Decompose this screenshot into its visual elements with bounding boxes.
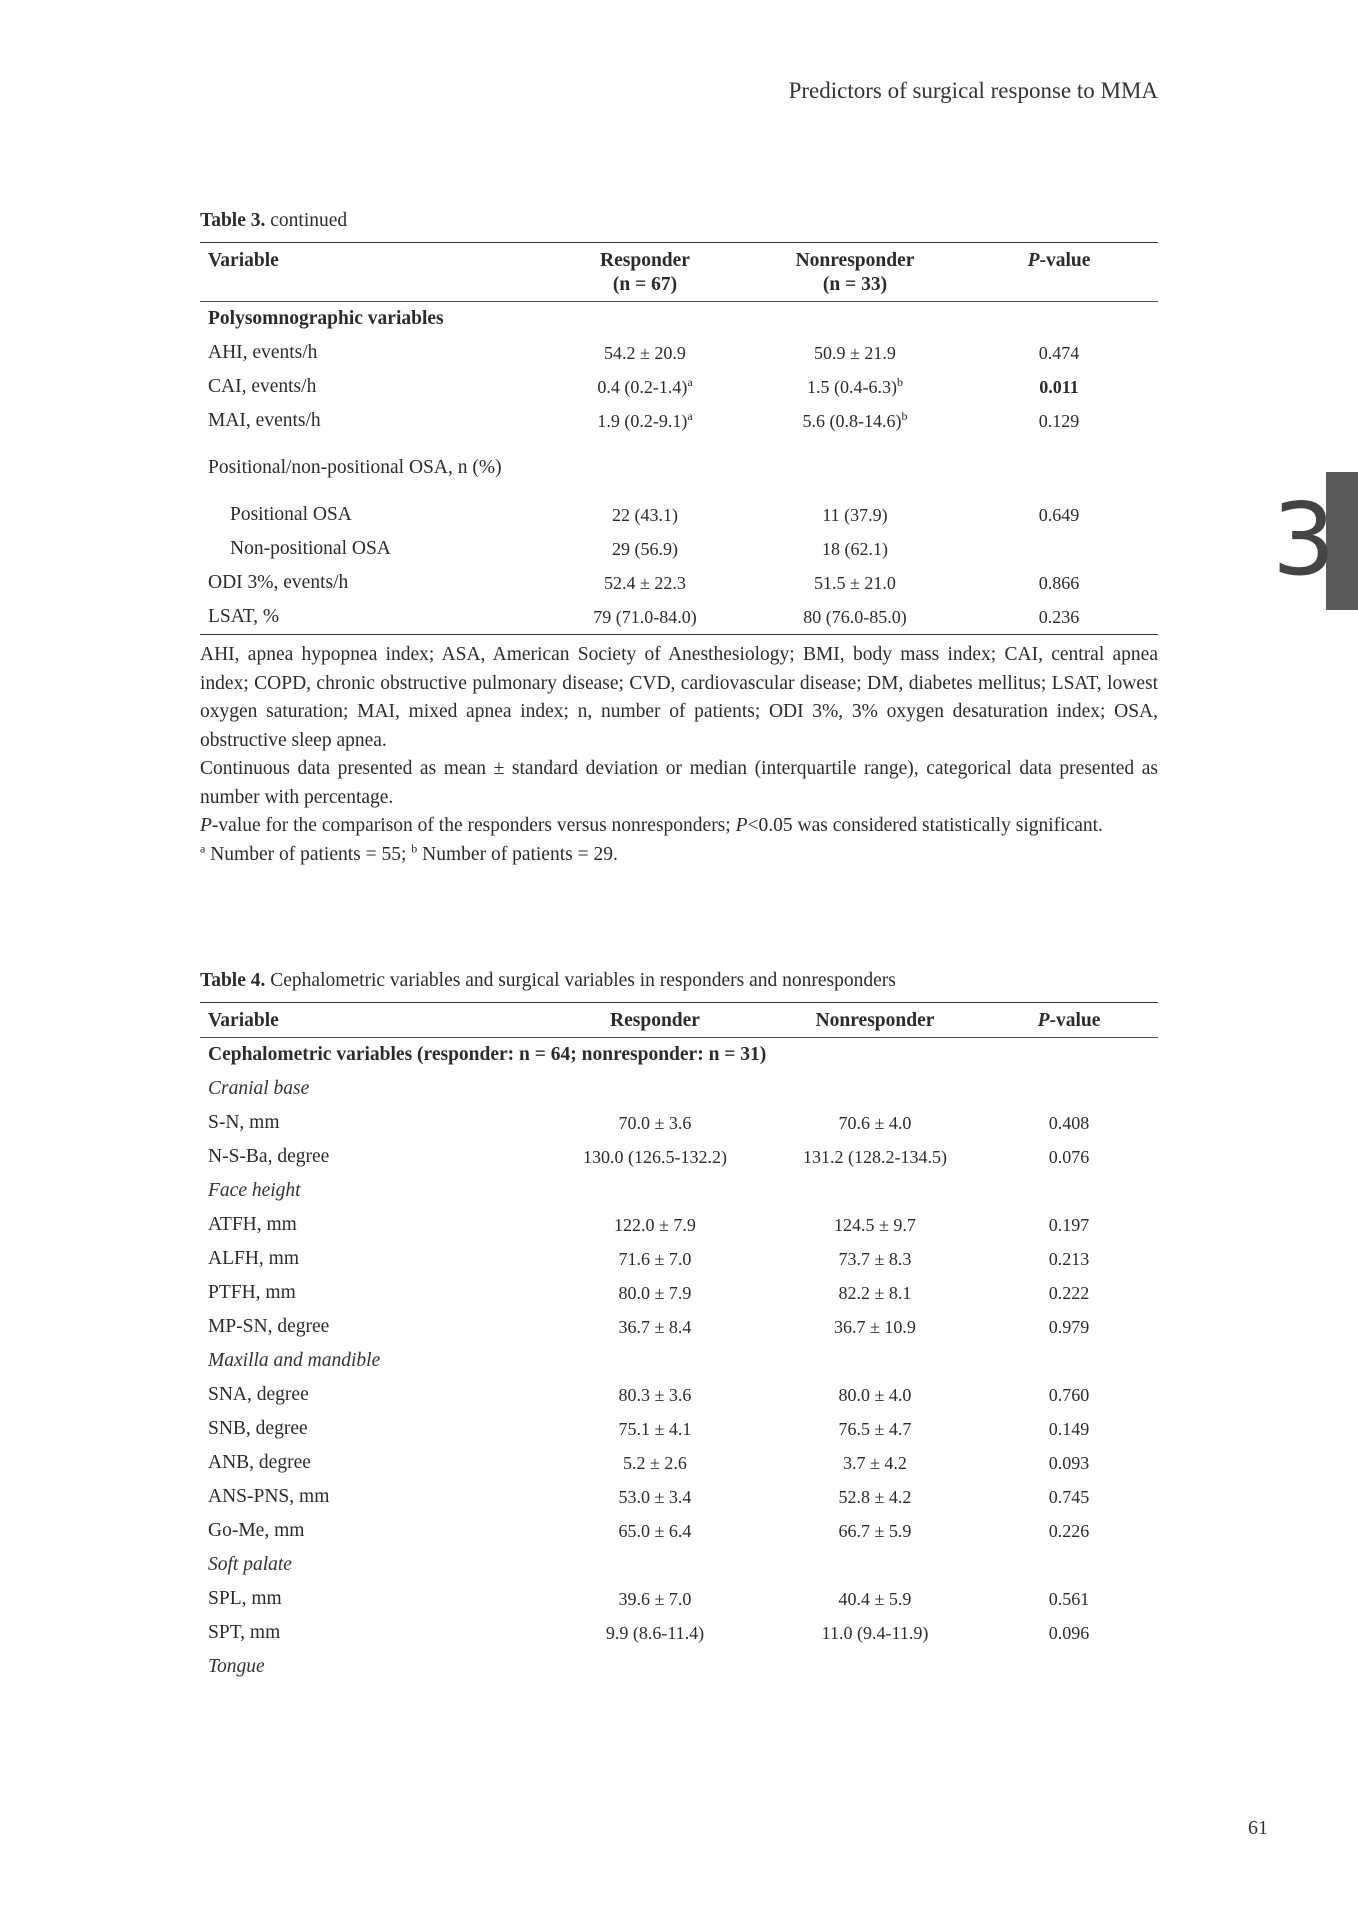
group-label: Face height xyxy=(208,1180,301,1201)
footnote-a-text: Number of patients = 55; xyxy=(205,843,412,865)
cell-variable: ATFH, mm xyxy=(208,1214,297,1235)
footnote-marker: a xyxy=(687,408,693,423)
cell-nonresponder: 40.4 ± 5.9 xyxy=(838,1588,912,1609)
table3-header-pvalue-rest: -value xyxy=(1039,250,1091,271)
cell-responder: 80.3 ± 3.6 xyxy=(618,1384,692,1405)
cell-nonresponder: 131.2 (128.2-134.5) xyxy=(803,1146,947,1167)
cell-nonresponder: 80 (76.0-85.0) xyxy=(803,606,907,627)
cell-responder: 79 (71.0-84.0) xyxy=(593,606,697,627)
cell-responder: 29 (56.9) xyxy=(612,538,678,559)
cell-responder xyxy=(540,438,750,498)
table3-header-nonresponder-n: (n = 33) xyxy=(822,274,888,295)
cell-responder: 53.0 ± 3.4 xyxy=(618,1486,692,1507)
footnote-marker: b xyxy=(901,408,908,423)
cell-responder: 5.2 ± 2.6 xyxy=(623,1452,687,1473)
table4-header-p: P xyxy=(1037,1010,1050,1031)
cell-nonresponder xyxy=(750,438,960,498)
cell-variable: Non-positional OSA xyxy=(230,538,391,559)
cell-pvalue: 0.226 xyxy=(1048,1520,1090,1541)
table4-block xyxy=(200,970,1158,1684)
cell-responder-value: 1.9 (0.2-9.1) xyxy=(597,410,688,431)
table4-header-responder: Responder xyxy=(610,1010,700,1031)
cell-responder: 75.1 ± 4.1 xyxy=(618,1418,692,1439)
cell-responder: 36.7 ± 8.4 xyxy=(618,1316,692,1337)
cell-variable: LSAT, % xyxy=(208,606,280,627)
group-header-row xyxy=(200,1344,1158,1378)
group-header-row xyxy=(200,1174,1158,1208)
table-row xyxy=(200,1276,1158,1310)
cell-nonresponder: 82.2 ± 8.1 xyxy=(838,1282,912,1303)
table-row xyxy=(200,1480,1158,1514)
cell-nonresponder: 52.8 ± 4.2 xyxy=(838,1486,912,1507)
footnote-a-marker: a xyxy=(200,841,206,855)
cell-nonresponder: 124.5 ± 9.7 xyxy=(834,1214,916,1235)
table4-header-nonresponder: Nonresponder xyxy=(815,1010,935,1031)
cell-pvalue: 0.561 xyxy=(1048,1588,1090,1609)
cell-pvalue: 0.149 xyxy=(1048,1418,1090,1439)
cell-pvalue: 0.213 xyxy=(1048,1248,1090,1269)
cell-variable: PTFH, mm xyxy=(208,1282,296,1303)
table-row xyxy=(200,600,1158,635)
cell-pvalue: 0.129 xyxy=(1038,410,1080,431)
table-row xyxy=(200,1378,1158,1412)
table3-caption-text: continued xyxy=(265,210,348,231)
cell-responder: 71.6 ± 7.0 xyxy=(618,1248,692,1269)
cell-variable: N-S-Ba, degree xyxy=(208,1146,330,1167)
note-footnotes xyxy=(200,841,1158,870)
note-pvalue-text2: <0.05 was considered statistically significant. xyxy=(747,815,1103,836)
running-head: Predictors of surgical response to MMA xyxy=(788,78,1158,103)
table-row xyxy=(200,532,1158,566)
cell-nonresponder: 80.0 ± 4.0 xyxy=(838,1384,912,1405)
table4-caption-label: Table 4. xyxy=(200,970,266,991)
footnote-marker: a xyxy=(687,374,693,389)
cell-variable: SNA, degree xyxy=(208,1384,309,1405)
note-abbreviations: AHI, apnea hypopnea index; ASA, American Society of Anesthesiology; BMI, body mass index; CAI, central apnea index; COPD, chronic obstructive pulmonary disease; CVD, cardiovascular disease; DM, diabetes mellitus; LSAT, lowest oxygen saturation; MAI, mixed apnea index; n, number of patients; ODI 3%, 3% oxygen desaturation index; OSA, obstructive sleep apnea. xyxy=(200,644,1158,751)
cell-nonresponder: 50.9 ± 21.9 xyxy=(814,342,896,363)
table4-section-label: Cephalometric variables (responder: n = 64; nonresponder: n = 31) xyxy=(208,1044,767,1065)
table4-section-row xyxy=(200,1038,1158,1073)
cell-nonresponder: 3.7 ± 4.2 xyxy=(843,1452,907,1473)
cell-nonresponder: 51.5 ± 21.0 xyxy=(814,572,896,593)
cell-pvalue: 0.745 xyxy=(1048,1486,1090,1507)
table-row xyxy=(200,1208,1158,1242)
cell-variable: ANS-PNS, mm xyxy=(208,1486,330,1507)
table3-header-p: P xyxy=(1027,250,1040,271)
table-row xyxy=(200,1514,1158,1548)
table3-header-pvalue xyxy=(960,243,1158,302)
group-label: Maxilla and mandible xyxy=(208,1350,381,1371)
cell-pvalue xyxy=(960,438,1158,498)
table4-header-variable: Variable xyxy=(208,1010,279,1031)
table3-header-nonresponder xyxy=(750,243,960,302)
group-label: Soft palate xyxy=(208,1554,292,1575)
page-number: 61 xyxy=(1248,1817,1268,1839)
cell-variable: Positional/non-positional OSA, n (%) xyxy=(208,457,502,478)
cell-variable: S-N, mm xyxy=(208,1112,280,1133)
cell-variable: ODI 3%, events/h xyxy=(208,572,349,593)
group-header-row xyxy=(200,1072,1158,1106)
cell-responder: 130.0 (126.5-132.2) xyxy=(583,1146,727,1167)
cell-variable: SNB, degree xyxy=(208,1418,308,1439)
footnote-b-marker: b xyxy=(411,841,418,855)
cell-variable: MP-SN, degree xyxy=(208,1316,330,1337)
cell-pvalue: 0.236 xyxy=(1038,606,1080,627)
table-row xyxy=(200,404,1158,438)
group-header-row xyxy=(200,1650,1158,1684)
cell-pvalue: 0.093 xyxy=(1048,1452,1090,1473)
table4 xyxy=(200,1002,1158,1684)
cell-variable: ALFH, mm xyxy=(208,1248,300,1269)
cell-nonresponder: 66.7 ± 5.9 xyxy=(838,1520,912,1541)
cell-pvalue: 0.197 xyxy=(1048,1214,1090,1235)
table-row xyxy=(200,1106,1158,1140)
chapter-number: 3 xyxy=(1272,481,1336,598)
cell-responder: 70.0 ± 3.6 xyxy=(618,1112,692,1133)
cell-pvalue: 0.760 xyxy=(1048,1384,1090,1405)
cell-nonresponder: 70.6 ± 4.0 xyxy=(838,1112,912,1133)
cell-nonresponder: 18 (62.1) xyxy=(822,538,888,559)
group-label: Tongue xyxy=(208,1656,265,1677)
cell-nonresponder: 11 (37.9) xyxy=(822,504,888,525)
cell-variable: Positional OSA xyxy=(230,504,352,525)
cell-pvalue: 0.076 xyxy=(1048,1146,1090,1167)
table3-header-variable: Variable xyxy=(208,250,279,271)
cell-pvalue: 0.011 xyxy=(1039,376,1079,397)
table-row xyxy=(200,498,1158,532)
table3-caption xyxy=(200,210,1158,232)
table-row xyxy=(200,1310,1158,1344)
cell-responder: 54.2 ± 20.9 xyxy=(604,342,686,363)
table4-header-pvalue-rest: -value xyxy=(1049,1010,1101,1031)
cell-nonresponder-value: 5.6 (0.8-14.6) xyxy=(802,410,902,431)
cell-responder xyxy=(540,370,750,404)
cell-variable: SPT, mm xyxy=(208,1622,281,1643)
cell-nonresponder: 73.7 ± 8.3 xyxy=(838,1248,912,1269)
table3-section-label: Polysomnographic variables xyxy=(208,308,444,329)
cell-nonresponder xyxy=(750,404,960,438)
cell-pvalue: 0.979 xyxy=(1048,1316,1090,1337)
cell-pvalue xyxy=(960,532,1158,566)
table3 xyxy=(200,242,1158,635)
cell-nonresponder: 36.7 ± 10.9 xyxy=(834,1316,916,1337)
table3-header-responder xyxy=(540,243,750,302)
table-row xyxy=(200,1616,1158,1650)
cell-responder: 9.9 (8.6-11.4) xyxy=(605,1622,705,1643)
cell-variable: ANB, degree xyxy=(208,1452,311,1473)
cell-pvalue: 0.649 xyxy=(1038,504,1080,525)
table3-header-nonresponder-label: Nonresponder xyxy=(795,250,915,271)
table3-notes xyxy=(200,641,1158,869)
table4-caption xyxy=(200,970,1158,992)
cell-variable: CAI, events/h xyxy=(208,376,317,397)
cell-responder xyxy=(540,404,750,438)
table-row xyxy=(200,370,1158,404)
note-continuous: Continuous data presented as mean ± standard deviation or median (interquartile range), categorical data presented as number with percentage. xyxy=(200,758,1158,808)
table4-header-row xyxy=(200,1003,1158,1038)
cell-pvalue: 0.474 xyxy=(1038,342,1080,363)
cell-responder: 22 (43.1) xyxy=(612,504,678,525)
table3-header-responder-label: Responder xyxy=(600,250,690,271)
cell-pvalue: 0.408 xyxy=(1048,1112,1090,1133)
cell-variable: Go-Me, mm xyxy=(208,1520,305,1541)
cell-nonresponder: 11.0 (9.4-11.9) xyxy=(821,1622,929,1643)
table-row xyxy=(200,336,1158,370)
cell-responder-value: 0.4 (0.2-1.4) xyxy=(597,376,688,397)
footnote-marker: b xyxy=(896,374,903,389)
cell-pvalue: 0.096 xyxy=(1048,1622,1090,1643)
cell-variable: SPL, mm xyxy=(208,1588,282,1609)
footnote-b-text: Number of patients = 29. xyxy=(417,843,618,865)
table-row xyxy=(200,1582,1158,1616)
table-row xyxy=(200,1140,1158,1174)
group-header-row xyxy=(200,1548,1158,1582)
table-row xyxy=(200,1412,1158,1446)
note-p-italic: P xyxy=(200,815,212,836)
table-row xyxy=(200,1446,1158,1480)
cell-responder: 39.6 ± 7.0 xyxy=(618,1588,692,1609)
cell-nonresponder: 76.5 ± 4.7 xyxy=(838,1418,912,1439)
cell-nonresponder xyxy=(750,370,960,404)
cell-responder: 65.0 ± 6.4 xyxy=(618,1520,692,1541)
table3-block xyxy=(200,210,1158,869)
table4-header-pvalue xyxy=(980,1003,1158,1038)
table3-caption-label: Table 3. xyxy=(200,210,266,231)
table-row xyxy=(200,1242,1158,1276)
cell-responder: 122.0 ± 7.9 xyxy=(614,1214,696,1235)
table-row xyxy=(200,438,1158,498)
table3-header-row xyxy=(200,243,1158,302)
note-pvalue-text1: -value for the comparison of the responders versus nonresponders; xyxy=(211,815,736,836)
cell-responder: 52.4 ± 22.3 xyxy=(604,572,686,593)
table3-header-responder-n: (n = 67) xyxy=(612,274,678,295)
cell-variable: MAI, events/h xyxy=(208,410,321,431)
note-p-italic: P xyxy=(735,815,748,836)
table-row xyxy=(200,566,1158,600)
cell-pvalue: 0.222 xyxy=(1048,1282,1090,1303)
table3-section-row xyxy=(200,302,1158,337)
table4-caption-text: Cephalometric variables and surgical variables in responders and nonresponders xyxy=(265,970,896,991)
group-label: Cranial base xyxy=(208,1078,310,1099)
cell-nonresponder-value: 1.5 (0.4-6.3) xyxy=(807,376,897,397)
note-pvalue xyxy=(200,812,1158,841)
cell-variable: AHI, events/h xyxy=(208,342,318,363)
cell-responder: 80.0 ± 7.9 xyxy=(618,1282,692,1303)
cell-pvalue: 0.866 xyxy=(1038,572,1080,593)
